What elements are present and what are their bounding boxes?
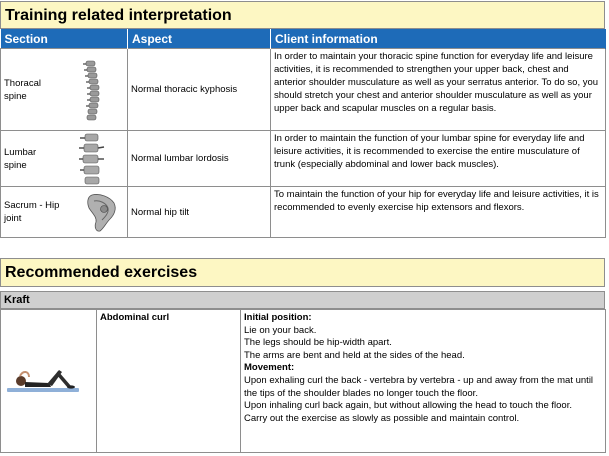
aspect-cell: Normal hip tilt: [128, 187, 271, 238]
section-cell: [1, 131, 128, 187]
interpretation-table: [0, 29, 606, 238]
table-row: [1, 187, 606, 238]
instruction-line: The legs should be hip-width apart.: [244, 337, 392, 349]
initial-position-heading: Initial position:: [244, 312, 312, 323]
instruction-line: Upon inhaling curl back again, but without allowing the head to touch the floor.: [244, 400, 572, 412]
section-cell: [1, 49, 128, 131]
interpretation-title: Training related interpretation: [0, 1, 605, 29]
header-section: Section: [1, 29, 128, 49]
exercise-table: [0, 309, 606, 453]
exercise-image-cell: [1, 310, 97, 453]
person-lying-on-mat-icon: [5, 361, 92, 402]
header-aspect: Aspect: [128, 29, 271, 49]
section-label: Thoracal spine: [4, 77, 41, 102]
movement-heading: Movement:: [244, 362, 295, 374]
category-header: Kraft: [0, 291, 605, 309]
instruction-line: Lie on your back.: [244, 324, 317, 336]
table-row: [1, 131, 606, 187]
thoracic-spine-icon: [82, 59, 102, 121]
interpretation-header-row: [1, 29, 606, 49]
lumbar-spine-icon: [78, 133, 106, 185]
exercise-description-cell: [241, 310, 606, 453]
instruction-line: Carry out the exercise as slowly as possible and maintain control.: [244, 412, 520, 424]
exercise-row: [1, 310, 606, 453]
instruction-line: Upon exhaling curl the back - vertebra by vertebra - up and away from the mat until the tips of the shoulder blades no longer touch the floor.: [244, 374, 594, 399]
exercise-name: Abdominal curl: [100, 312, 170, 323]
client-info-cell: In order to maintain your thoracic spine function for everyday life and leisure activities, it is recommended to strengthen your upper back, chest and anterior shoulder musculature as well as your serratus anterior. To do so, you should stretch your chest and anterior shoulder musculature as well as your upper back and scapular muscles on a regular basis.: [271, 49, 606, 131]
aspect-cell: Normal thoracic kyphosis: [128, 49, 271, 131]
aspect-cell: Normal lumbar lordosis: [128, 131, 271, 187]
client-info-cell: In order to maintain the function of your lumbar spine for everyday life and leisure activities, it is recommended to exercise the entire musculature of trunk (especially abdominal and lower back muscles).: [271, 131, 606, 187]
header-client-information: Client information: [271, 29, 606, 49]
client-info-cell: To maintain the function of your hip for everyday life and leisure activities, it is recommended to evenly exercise hip extensors and flexors.: [271, 187, 606, 238]
exercise-name-cell: [97, 310, 241, 453]
table-row: [1, 49, 606, 131]
pelvis-icon: [84, 191, 120, 233]
section-cell: [1, 187, 128, 238]
exercises-title: Recommended exercises: [0, 258, 605, 287]
section-label: Sacrum - Hip joint: [4, 200, 60, 224]
section-label: Lumbar spine: [4, 146, 37, 171]
instruction-line: The arms are bent and held at the sides of the head.: [244, 349, 465, 361]
